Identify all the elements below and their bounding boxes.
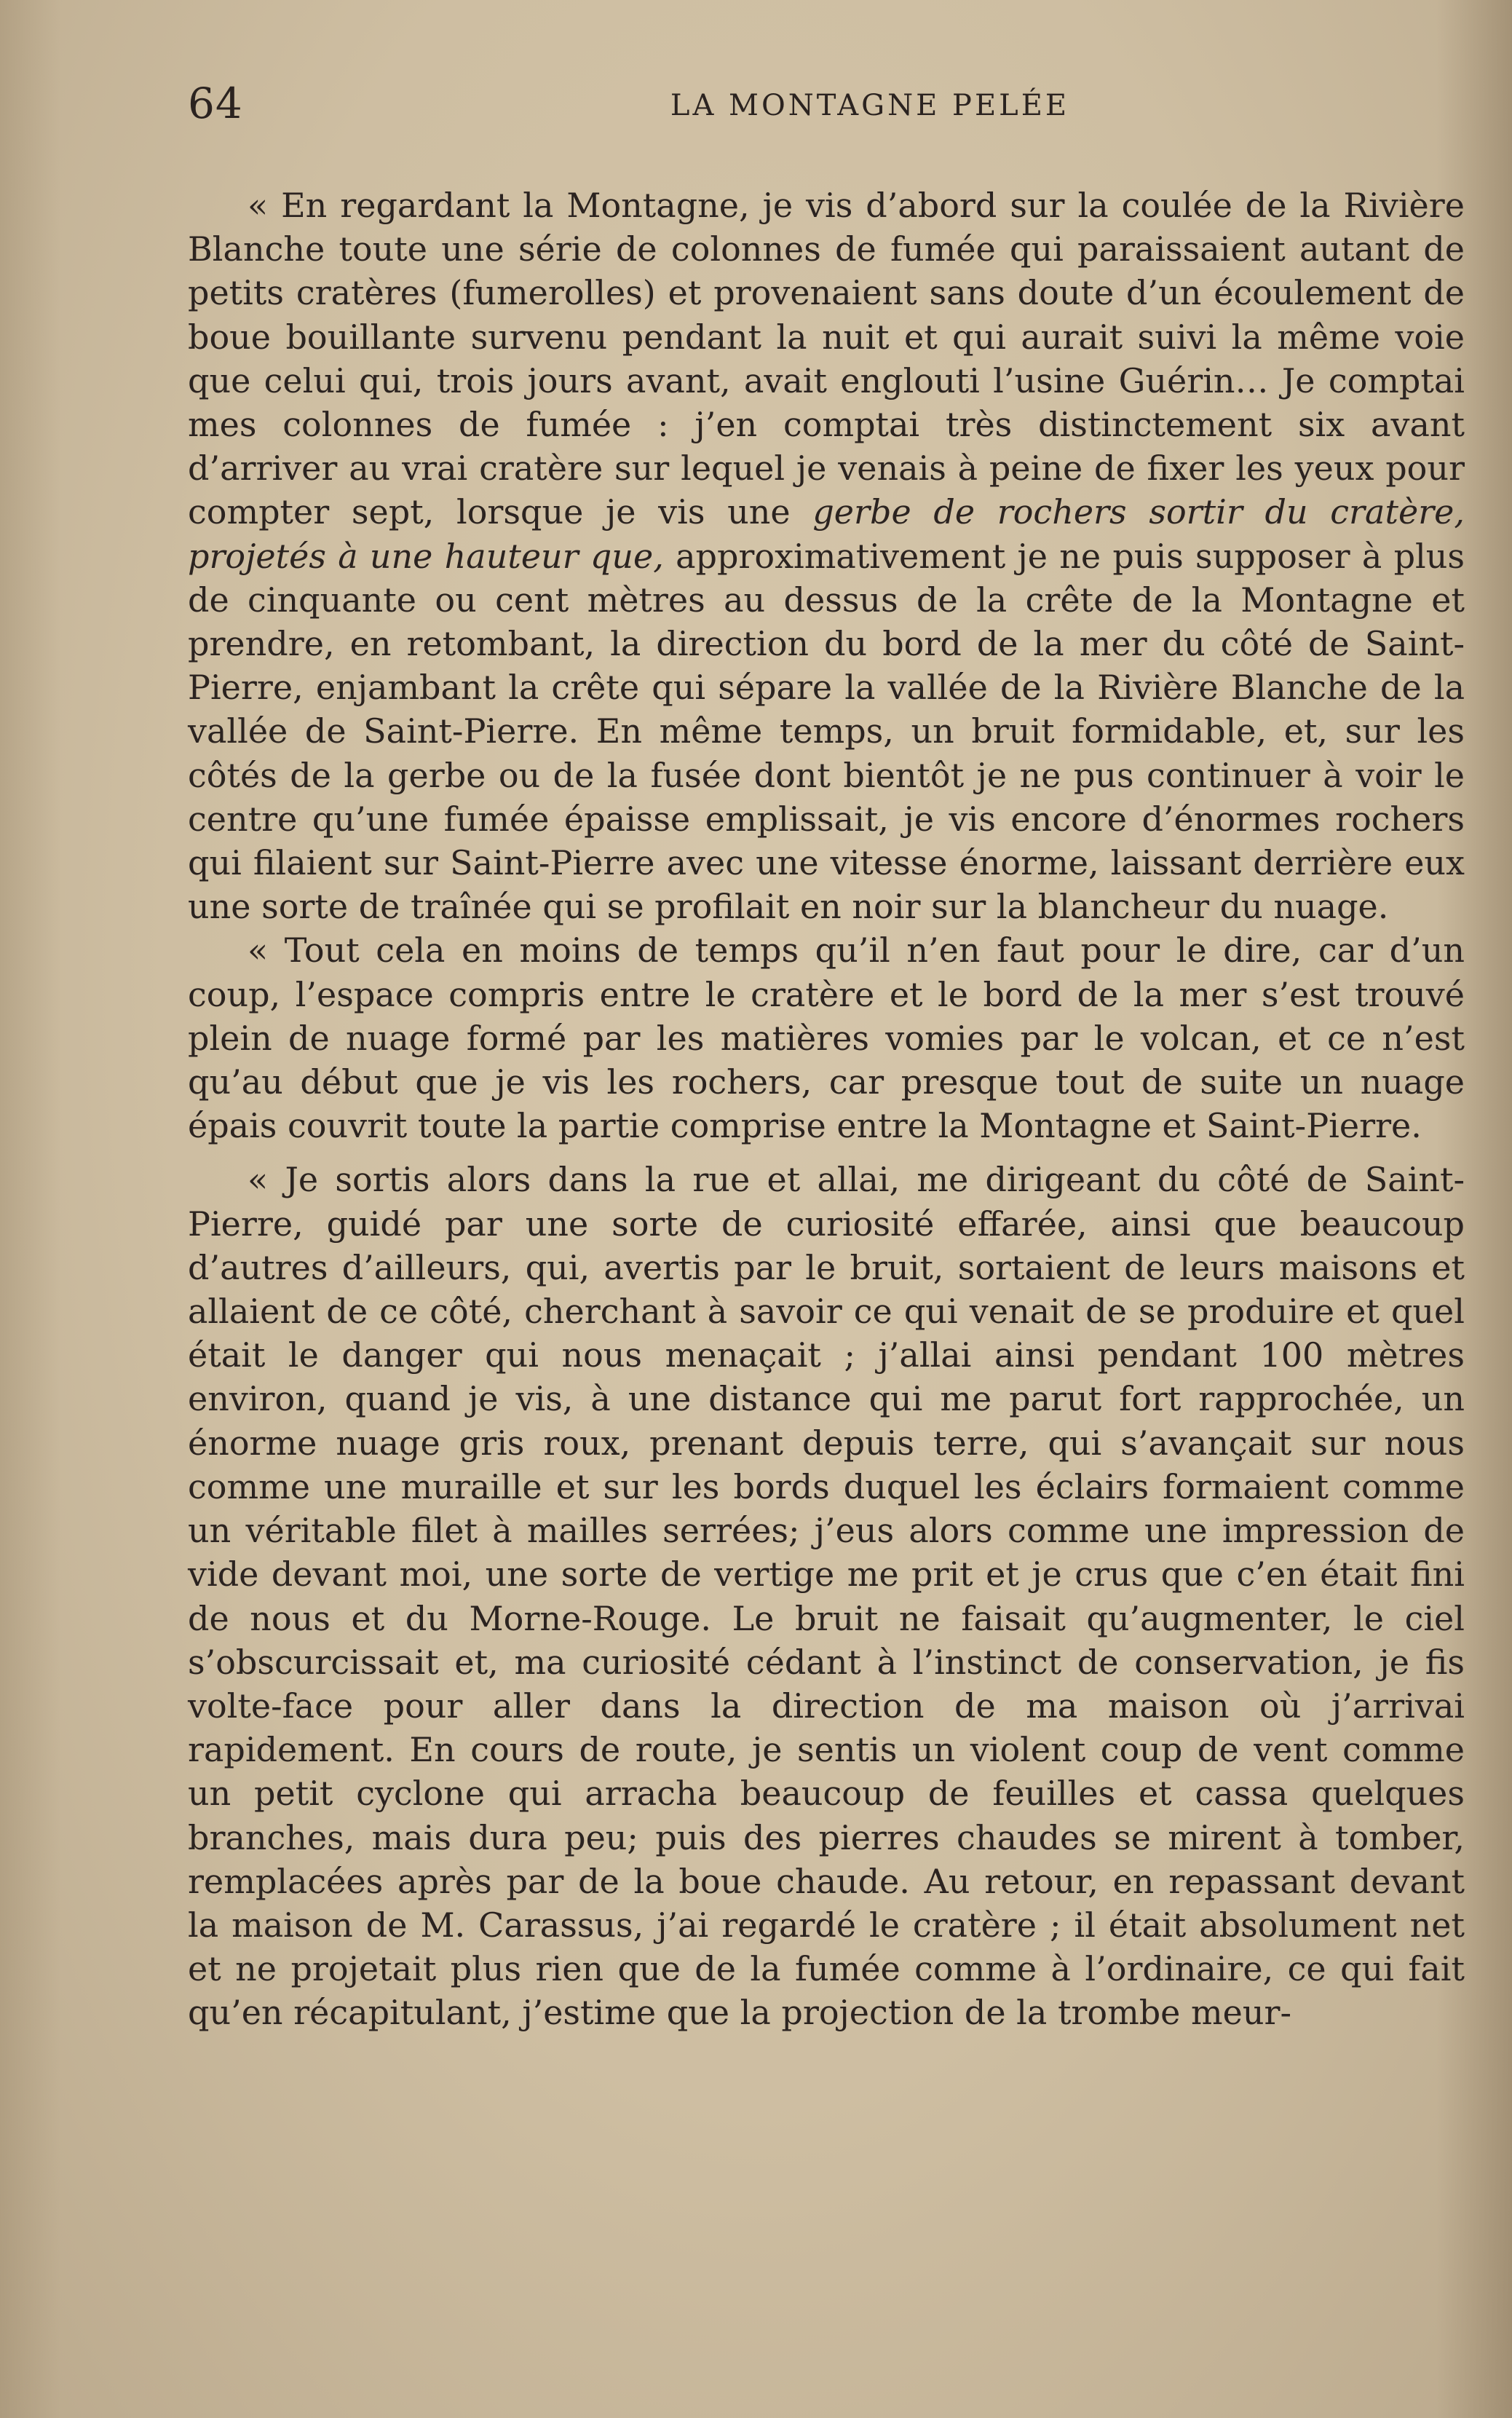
paragraph-1-text-end: approximativement je ne puis supposer à plus de cinquante ou cent mètres au dessus de la crête de la Montagne et prendre, en retombant, la direction du bord de la mer du côté de Saint-Pierre, enjambant la crête qui sépare la vallée de la Rivière Blanche de la vallée de Saint-Pierre. En même temps, un bruit formidable, et, sur les côtés de la gerbe ou de la fusée dont bientôt je ne pus continuer à voir le centre qu’une fumée épaisse emplissait, je vis encore d’énormes rochers qui filaient sur Saint-Pierre avec une vitesse énorme, laissant derrière eux une sorte de traînée qui se profilait en noir sur la blancheur du nuage. — [188, 536, 1465, 927]
body-text — [188, 183, 1465, 2035]
paragraph-3: « Je sortis alors dans la rue et allai, me dirigeant du côté de Saint-Pierre, guidé par une sorte de curiosité effarée, ainsi que beaucoup d’autres d’ailleurs, qui, avertis par le bruit, sortaient de leurs maisons et allaient de ce côté, cherchant à savoir ce qui venait de se produire et quel était le danger qui nous menaçait ; j’allai ainsi pendant 100 mètres environ, quand je vis, à une distance qui me parut fort rapprochée, un énorme nuage gris roux, prenant depuis terre, qui s’avançait sur nous comme une muraille et sur les bords duquel les éclairs formaient comme un véritable filet à mailles serrées; j’eus alors comme une impression de vide devant moi, une sorte de vertige me prit et je crus que c’en était fini de nous et du Morne-Rouge. Le bruit ne faisait qu’augmenter, le ciel s’obscurcissait et, ma curiosité cédant à l’instinct de conservation, je fis volte-face pour aller dans la direction de ma maison où j’arrivai rapidement. En cours de route, je sentis un violent coup de vent comme un petit cyclone qui arracha beaucoup de feuilles et cassa quelques branches, mais dura peu; puis des pierres chaudes se mirent à tomber, remplacées après par de la boue chaude. Au retour, en repassant devant la maison de M. Carassus, j’ai regardé le cratère ; il était absolument net et ne projetait plus rien que de la fumée comme à l’ordinaire, ce qui fait qu’en récapitulant, j’estime que la projection de la trombe meur- — [188, 1160, 1465, 2033]
paragraph-1 — [188, 183, 1465, 928]
running-title: LA MONTAGNE PELÉE — [670, 89, 1070, 122]
page-header — [188, 79, 1465, 137]
paragraph-1-text-start: « En regardant la Montagne, je vis d’abord sur la coulée de la Rivière Blanche toute une série de colonnes de fumée qui paraissaient autant de petits cratères (fumerolles) et provenaient sans doute d’un écoulement de boue bouillante survenu pendant la nuit et qui aurait suivi la même voie que celui qui, trois jours avant, avait englouti l’usine Guérin… Je comptai mes colonnes de fumée : j’en comptai très distinctement six avant d’arriver au vrai cratère sur lequel je venais à peine de fixer les yeux pour compter sept, lorsque je vis une — [188, 186, 1465, 532]
page-number: 64 — [188, 79, 243, 128]
paragraph-2: « Tout cela en moins de temps qu’il n’en faut pour le dire, car d’un coup, l’espace compris entre le cratère et le bord de la mer s’est trouvé plein de nuage formé par les matières vomies par le volcan, et ce n’est qu’au début que je vis les rochers, car presque tout de suite un nuage épais couvrit toute la partie comprise entre la Montagne et Saint-Pierre. — [188, 931, 1465, 1146]
paragraph-1-italic-phrase: gerbe de rochers sortir du cratère, projetés à une hauteur que, — [188, 492, 1465, 576]
